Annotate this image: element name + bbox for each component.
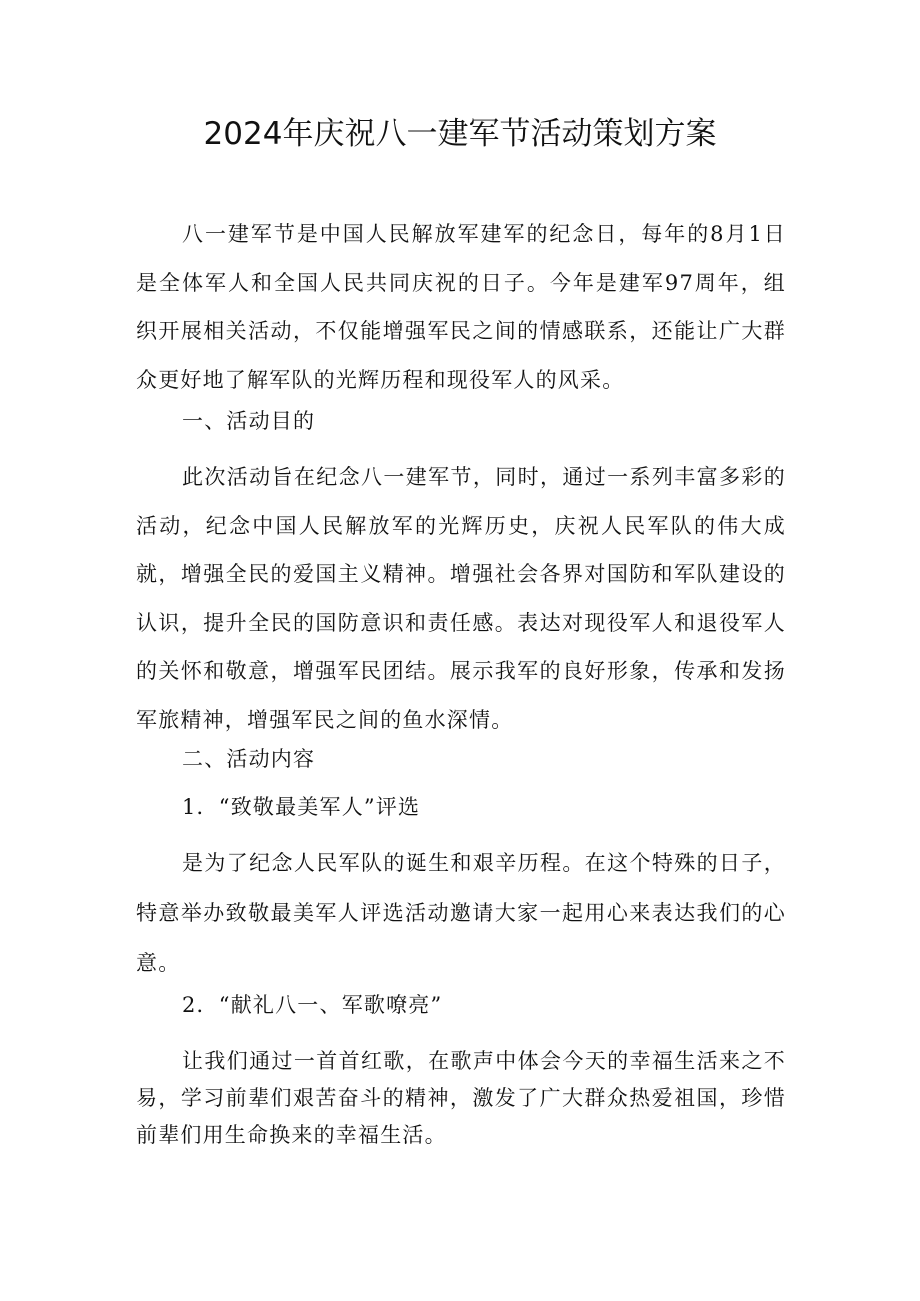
section-heading-content: 二、活动内容 <box>182 747 316 771</box>
section-heading-purpose: 一、活动目的 <box>182 409 316 433</box>
item-heading-soldier-selection: 1．“致敬最美军人”评选 <box>182 795 421 819</box>
army-songs-paragraph: 让我们通过一首首红歌，在歌声中体会今天的幸福生活来之不易，学习前辈们艰苦奋斗的精神，激发了广大群众热爱祖国，珍惜前辈们用生命换来的幸福生活。 <box>136 1049 786 1147</box>
intro-paragraph: 八一建军节是中国人民解放军建军的纪念日，每年的8月1日是全体军人和全国人民共同庆祝的日子。今年是建军97周年，组织开展相关活动，不仅能增强军民之间的情感联系，还能让广大群众更好地了解军队的光辉历程和现役军人的风采。 <box>136 222 786 392</box>
soldier-selection-paragraph: 是为了纪念人民军队的诞生和艰辛历程。在这个特殊的日子，特意举办致敬最美军人评选活动邀请大家一起用心来表达我们的心意。 <box>136 851 786 975</box>
item-heading-army-songs: 2．“献礼八一、军歌嘹亮” <box>182 993 443 1017</box>
document-title: 2024年庆祝八一建军节活动策划方案 <box>203 116 717 152</box>
purpose-paragraph: 此次活动旨在纪念八一建军节，同时，通过一系列丰富多彩的活动，纪念中国人民解放军的光辉历史，庆祝人民军队的伟大成就，增强全民的爱国主义精神。增强社会各界对国防和军队建设的认识，提升全民的国防意识和责任感。表达对现役军人和退役军人的关怀和敬意，增强军民团结。展示我军的良好形象，传承和发扬军旅精神，增强军民之间的鱼水深情。 <box>136 465 786 732</box>
